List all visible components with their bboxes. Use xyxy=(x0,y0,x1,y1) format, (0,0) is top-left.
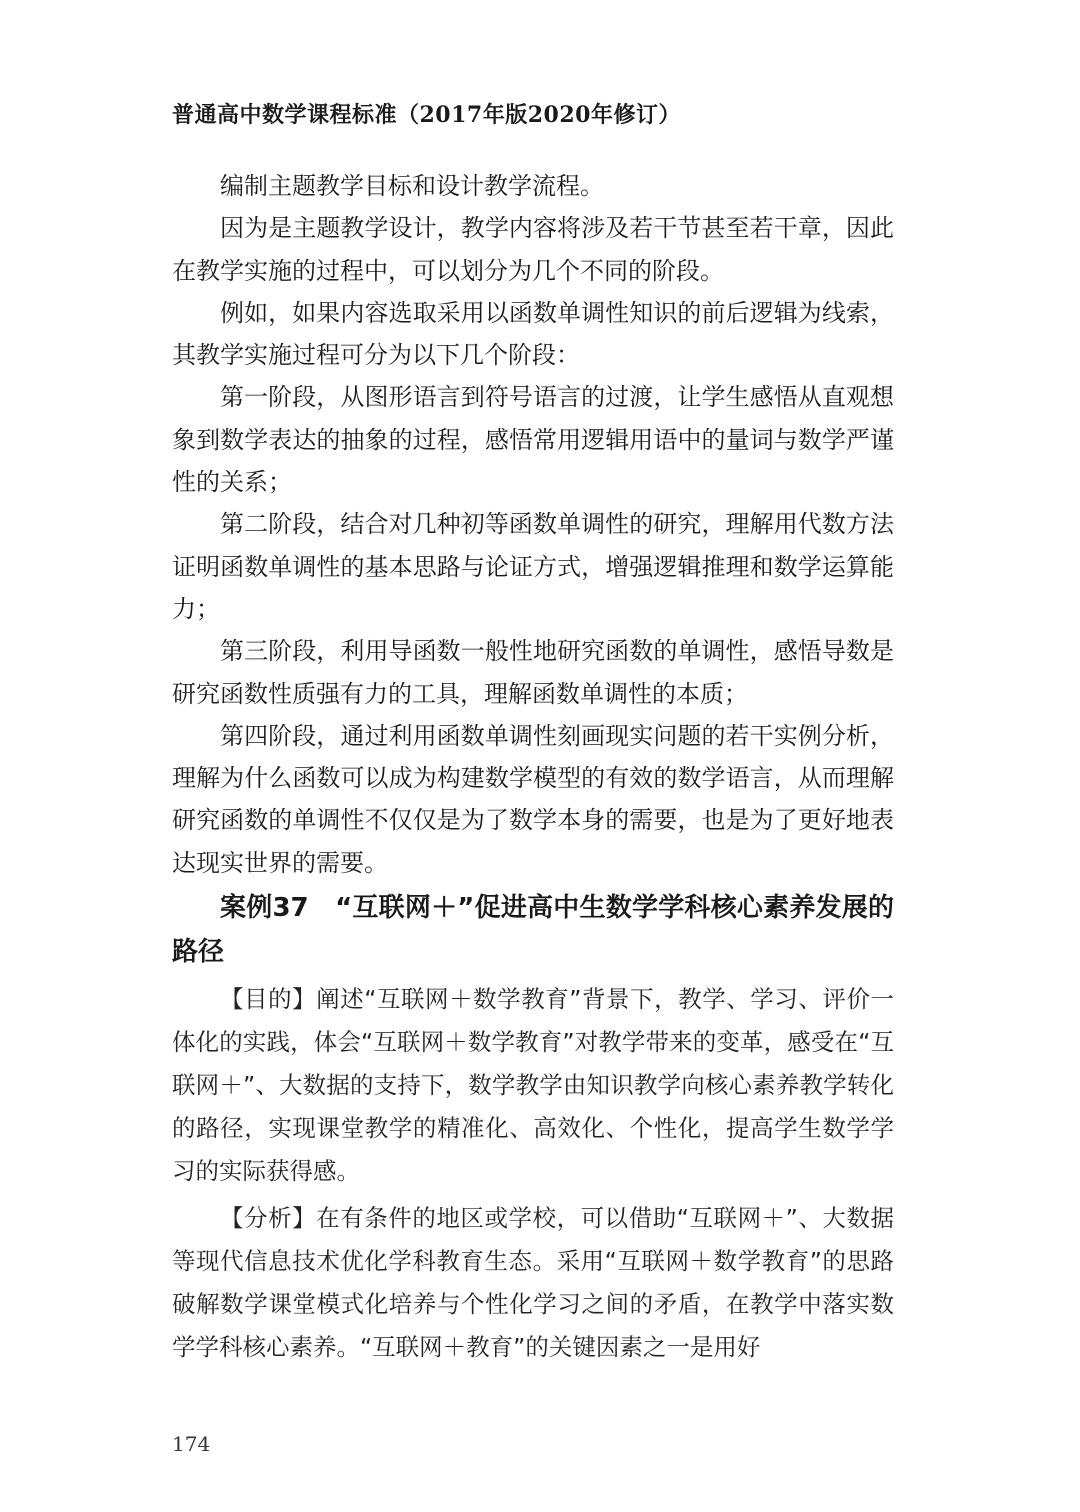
stage-one-paragraph: 第一阶段，从图形语言到符号语言的过渡，让学生感悟从直观想象到数学表达的抽象的过程，感悟常用逻辑用语中的量词与数学严谨性的关系； xyxy=(172,383,894,497)
paragraph: 编制主题教学目标和设计教学流程。 xyxy=(220,172,604,200)
paragraph: 例如，如果内容选取采用以函数单调性知识的前后逻辑为线索，其教学实施过程可分为以下几个阶段： xyxy=(172,298,894,370)
body-text xyxy=(172,165,894,1369)
paragraph: 因为是主题教学设计，教学内容将涉及若干节甚至若干章，因此在教学实施的过程中，可以划分为几个不同的阶段。 xyxy=(172,214,894,285)
running-header: 普通高中数学课程标准（2017年版2020年修订） xyxy=(172,102,681,128)
case-analysis-paragraph xyxy=(172,1197,894,1369)
case-title: 案例37 “互联网＋”促进高中生数学学科核心素养发展的路径 xyxy=(172,893,894,968)
page-number: 174 xyxy=(172,1432,211,1456)
stage-four-paragraph: 第四阶段，通过利用函数单调性刻画现实问题的若干实例分析，理解为什么函数可以成为构建数学模型的有效的数学语言，从而理解研究函数的单调性不仅仅是为了数学本身的需要，也是为了更好地表达现实世界的需要。 xyxy=(172,721,894,877)
purpose-tag: 【目的】 xyxy=(220,985,317,1014)
analysis-text: 在有条件的地区或学校，可以借助“互联网＋”、大数据等现代信息技术优化学科教育生态。采用“互联网＋数学教育”的思路破解数学课堂模式化培养与个性化学习之间的矛盾，在教学中落实数学学科核心素养。“互联网＋教育”的关键因素之一是用好 xyxy=(172,1204,894,1362)
stage-three-paragraph: 第三阶段，利用导函数一般性地研究函数的单调性，感悟导数是研究函数性质强有力的工具，理解函数单调性的本质； xyxy=(172,637,894,708)
case-purpose-paragraph xyxy=(172,978,894,1193)
stage-two-paragraph: 第二阶段，结合对几种初等函数单调性的研究，理解用代数方法证明函数单调性的基本思路与论证方式，增强逻辑推理和数学运算能力； xyxy=(172,510,894,623)
analysis-tag: 【分析】 xyxy=(220,1204,317,1233)
purpose-text: 阐述“互联网＋数学教育”背景下，教学、学习、评价一体化的实践，体会“互联网＋数学教育”对教学带来的变革，感受在“互联网＋”、大数据的支持下，数学教学由知识教学向核心素养教学转化的路径，实现课堂教学的精准化、高效化、个性化，提高学生数学学习的实际获得感。 xyxy=(172,985,894,1186)
